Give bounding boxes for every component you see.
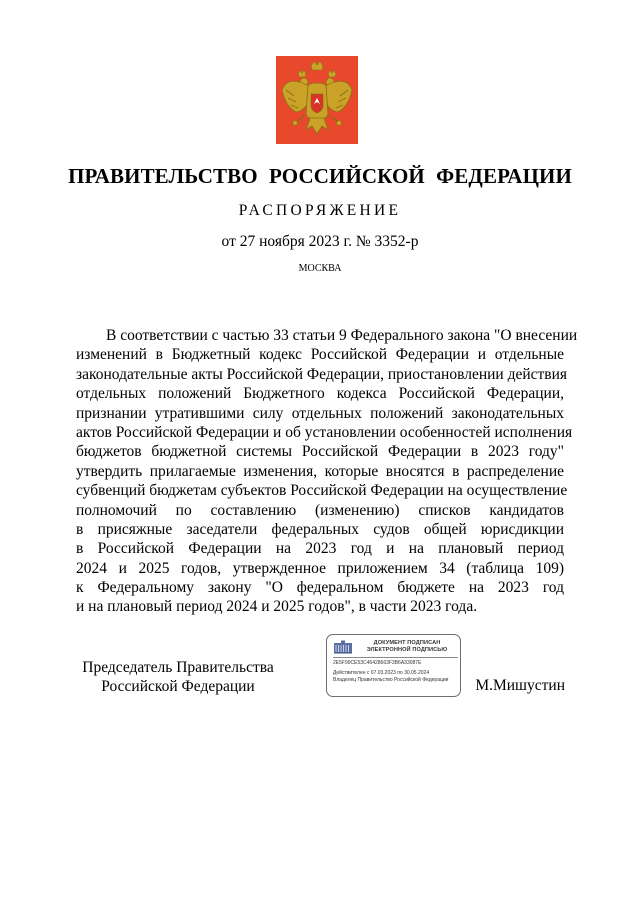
signer-position-line: Председатель Правительства bbox=[82, 659, 274, 676]
body-line: к Федеральному закону "О федеральном бюджете на 2023 год bbox=[76, 579, 564, 597]
document-city: МОСКВА bbox=[298, 263, 342, 274]
esign-heading bbox=[357, 640, 457, 654]
esign-owner: Владелец Правительство Российской Федерации bbox=[333, 677, 449, 683]
body-line: субвенций бюджетам субъектов Российской Федерации на осуществление bbox=[76, 482, 568, 500]
electronic-signature-stamp bbox=[326, 634, 461, 697]
body-line: 2024 и 2025 годов, утвержденное приложением 34 (таблица 109) bbox=[76, 559, 564, 577]
document-type: РАСПОРЯЖЕНИЕ bbox=[238, 202, 402, 219]
government-building-icon bbox=[333, 640, 353, 654]
body-line: в Российской Федерации на 2023 год и на плановый период bbox=[76, 540, 564, 558]
body-line: в присяжные заседатели федеральных судов общей юрисдикции bbox=[76, 520, 564, 538]
body-line: отдельных положений Бюджетного кодекса Российской Федерации, bbox=[76, 385, 564, 403]
body-line: бюджетов бюджетной системы Российской Федерации в 2023 году" bbox=[76, 443, 564, 461]
body-line: В соответствии с частью 33 статьи 9 Федерального закона "О внесении bbox=[106, 327, 578, 344]
signer-position bbox=[78, 658, 278, 696]
esign-validity: Действителен с 07.03.2023 по 30.05.2024 bbox=[333, 670, 430, 676]
signer-position-line: Российской Федерации bbox=[101, 678, 255, 695]
body-line: изменений в Бюджетный кодекс Российской Федерации и отдельные bbox=[76, 346, 564, 364]
document-date-number: от 27 ноября 2023 г. № 3352-р bbox=[221, 233, 419, 250]
body-line: актов Российской Федерации и об установлении особенностей исполнения bbox=[76, 423, 573, 441]
body-line: признании утратившими силу отдельных положений законодательных bbox=[76, 404, 564, 422]
esign-certificate: 2E5F99CE53C46428663F3B6A33087E bbox=[333, 660, 422, 666]
body-line: и на плановый период 2024 и 2025 годов", в части 2023 года. bbox=[76, 598, 478, 616]
body-line: утвердить прилагаемые изменения, которые вносятся в распределение bbox=[76, 462, 564, 480]
document-body bbox=[76, 326, 578, 617]
coat-of-arms-icon bbox=[276, 56, 358, 144]
government-title: ПРАВИТЕЛЬСТВО РОССИЙСКОЙ ФЕДЕРАЦИИ bbox=[68, 164, 572, 188]
esign-divider bbox=[333, 657, 458, 658]
signer-name: М.Мишустин bbox=[475, 677, 565, 694]
esign-heading-line: ДОКУМЕНТ ПОДПИСАН bbox=[373, 640, 441, 646]
body-line: законодательные акты Российской Федерации, приостановлении действия bbox=[76, 365, 568, 383]
body-line: полномочий по составлению (изменению) списков кандидатов bbox=[76, 501, 564, 519]
esign-heading-line: ЭЛЕКТРОННОЙ ПОДПИСЬЮ bbox=[366, 647, 448, 653]
